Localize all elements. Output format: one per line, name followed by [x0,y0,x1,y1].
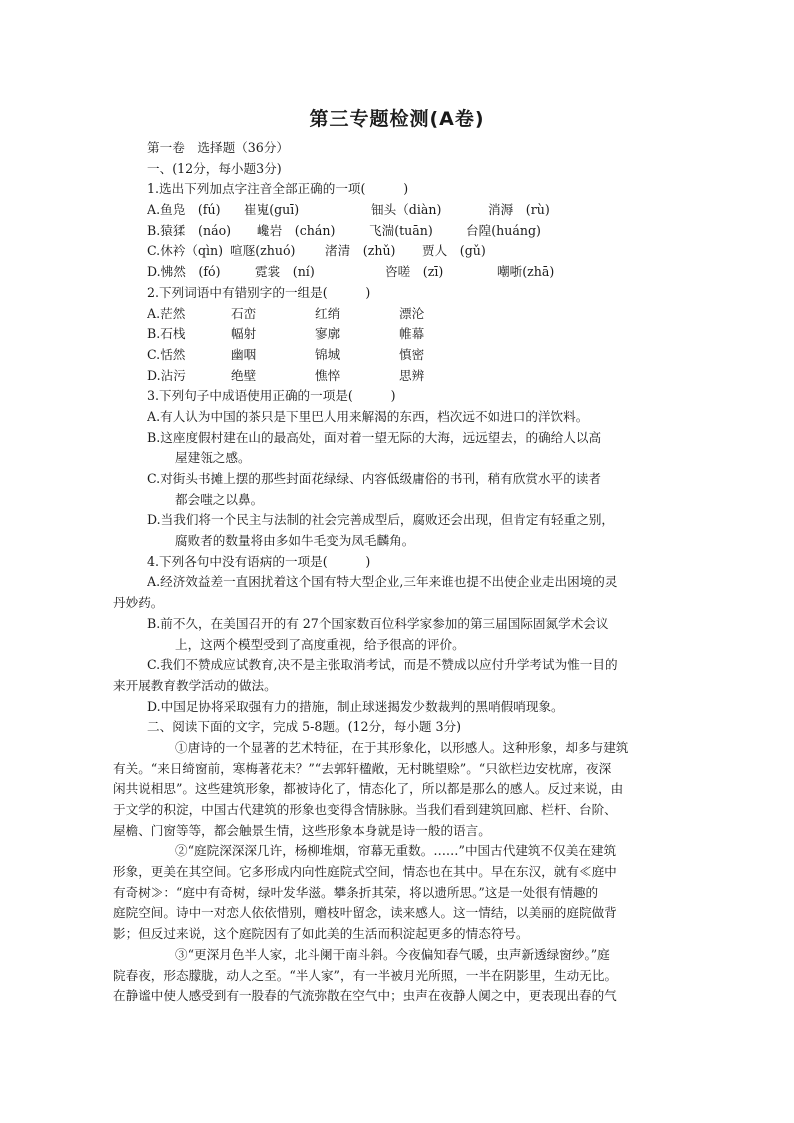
option-c-cont: 都会嗤之以鼻。 [175,491,264,507]
question-4 [113,552,682,718]
option-item: A.茫然 [147,305,186,321]
question-3 [147,386,682,552]
reading-passage [113,738,682,1007]
passage-line: 有关。“来日绮窗前，寒梅著花未？”“去郭轩楹敞，无村眺望赊”。“只欲栏边安枕席，夜深 [113,760,612,776]
passage-line: 庭院空间。诗中一对恋人依依惜别，赠枝叶留念，读来感人。这一情结，以美丽的庭院做背 [113,905,617,921]
option-item: 钿头（diàn) [371,202,442,218]
option-a [147,304,682,325]
option-item: 寥廓 [315,326,341,342]
option-item: 台隍(huáng) [466,222,541,238]
passage-line: 闲共说相思”。这些建筑形象，都被诗化了，情态化了，所以都是那么的感人。反过来说，由 [113,781,624,797]
option-item: 慎密 [399,346,425,362]
option-b-cont: 上，这两个模型受到了高度重视，给予很高的评价。 [175,636,465,652]
option-item: C.恬然 [147,346,186,362]
question-stem: 1.选出下列加点字注音全部正确的一项( ) [147,181,409,197]
option-c: C.对街头书摊上摆的那些封面花绿绿、内容低级庸俗的书刊，稍有欣赏水平的读者 [147,471,601,486]
question-stem: 4.下列各句中没有语病的一项是( ) [147,553,371,569]
passage-line: ③“更深月色半人家，北斗阑干南斗斜。今夜偏知春气暖，虫声新透绿窗纱。”庭 [175,946,610,962]
option-item: A.鱼凫 (fú) [147,202,221,218]
option-d: D.中国足协将采取强有力的措施，制止球迷揭发少数裁判的黑哨假哨现象。 [147,698,564,714]
option-item: 咨嗟 (zī) [385,264,444,280]
option-item: 渚清 (zhǔ) [325,243,396,259]
option-b: B.前不久，在美国召开的有 27个国家数百位科学家参加的第三届国际固氮学术会议 [147,615,609,631]
passage-line: ②“庭院深深深几许，杨柳堆烟，帘幕无重数。……”中国古代建筑不仅美在建筑 [175,843,617,859]
option-c: C.我们不赞成应试教育,决不是主张取消考试，而是不赞成以应付升学考试为惟一目的 [147,657,618,673]
option-b-cont: 屋建瓴之感。 [175,450,251,466]
option-item: 思辨 [399,367,425,383]
option-a-cont: 丹妙药。 [113,595,164,611]
option-item: 霓裳 (ní) [255,264,315,280]
passage-line: 有奇树≫：“庭中有奇树，绿叶发华滋。攀条折其荣，将以遗所思。”这是一处很有情趣的 [113,884,599,900]
option-item: D.沾污 [147,367,186,383]
option-d [147,262,682,283]
option-d: D.当我们将一个民主与法制的社会完善成型后，腐败还会出现，但肯定有轻重之别， [147,512,615,528]
option-c [147,241,682,262]
passage-line: 院春夜，形态朦胧，动人之至。“半人家”，有一半被月光所照，一半在阴影里，生动无比。 [113,967,618,983]
option-a [147,200,682,221]
exam-content [113,138,682,1007]
option-b [147,221,682,242]
option-item: 幅射 [231,326,257,342]
option-item: 幽咽 [231,346,257,362]
option-item: 红绡 [315,305,341,321]
option-d [147,366,682,387]
page-title: 第三专题检测(A卷) [309,108,485,130]
option-a: A.经济效益差一直困扰着这个国有特大型企业,三年来谁也提不出使企业走出困境的灵 [147,574,618,590]
option-item: D.怫然 (fó) [147,264,221,280]
option-a: A.有人认为中国的茶只是下里巴人用来解渴的东西，档次远不如进口的洋饮料。 [147,408,589,424]
question-2 [147,283,682,386]
option-item: 憔悴 [315,367,341,383]
option-item: 帷幕 [399,326,425,342]
option-item: 石峦 [231,305,257,321]
passage-line: 于文学的积淀，中国古代建筑的形象也变得含情脉脉。当我们看到建筑回廊、栏杆、台阶、 [113,802,617,817]
option-item: 消溽 (rù) [488,202,550,218]
passage-line: 屋檐、门窗等等，都会触景生情，这些形象本身就是诗一般的语言。 [113,822,491,838]
question-stem: 3.下列句子中成语使用正确的一项是( ) [147,388,396,404]
passage-line: 影；但反过来说，这个庭院因有了如此美的生活而积淀起更多的情态符号。 [113,926,529,942]
question-1 [147,179,682,282]
passage-line: 形象，更美在其空间。它多形成内向性庭院式空间，情态也在其中。早在东汉，就有≪庭中 [113,864,617,880]
option-c [147,345,682,366]
section-heading: 第一卷 选择题（36分） [147,140,289,155]
passage-line: 在静谧中使人感受到有一股春的气流弥散在空气中；虫声在夜静人阒之中，更表现出春的气 [113,988,617,1004]
option-item: 锦城 [315,346,341,362]
option-item: B.石栈 [147,326,186,342]
option-item: C.休衿（qìn) [147,243,224,259]
option-item: 飞湍(tuān) [369,222,433,238]
part-heading: 二、阅读下面的文字，完成 5-8题。(12分，每小题 3分) [147,719,462,735]
option-item: 喧豗(zhuó) [230,243,296,259]
option-item: 巉岩 (chán) [257,222,336,238]
option-item: 绝壁 [231,367,257,383]
option-d-cont: 腐败者的数量将由多如牛毛变为凤毛麟角。 [175,533,415,549]
part-heading: 一、(12分，每小题3分) [147,160,282,176]
option-item: 漂沦 [399,305,425,321]
question-stem: 2.下列词语中有错别字的一组是( ) [147,284,371,300]
option-item: 嘲哳(zhā) [497,264,555,280]
option-b: B.这座度假村建在山的最高处，面对着一望无际的大海，远远望去，的确给人以高 [147,429,602,445]
option-b [147,324,682,345]
option-item: 贾人 (gǔ) [422,243,486,259]
passage-line: ①唐诗的一个显著的艺术特征，在于其形象化，以形感人。这种形象，却多与建筑 [175,739,629,755]
option-c-cont: 来开展教育教学活动的做法。 [113,677,277,693]
option-item: 崔嵬(guī) [244,202,300,218]
option-item: B.猿猱 (náo) [147,222,232,238]
